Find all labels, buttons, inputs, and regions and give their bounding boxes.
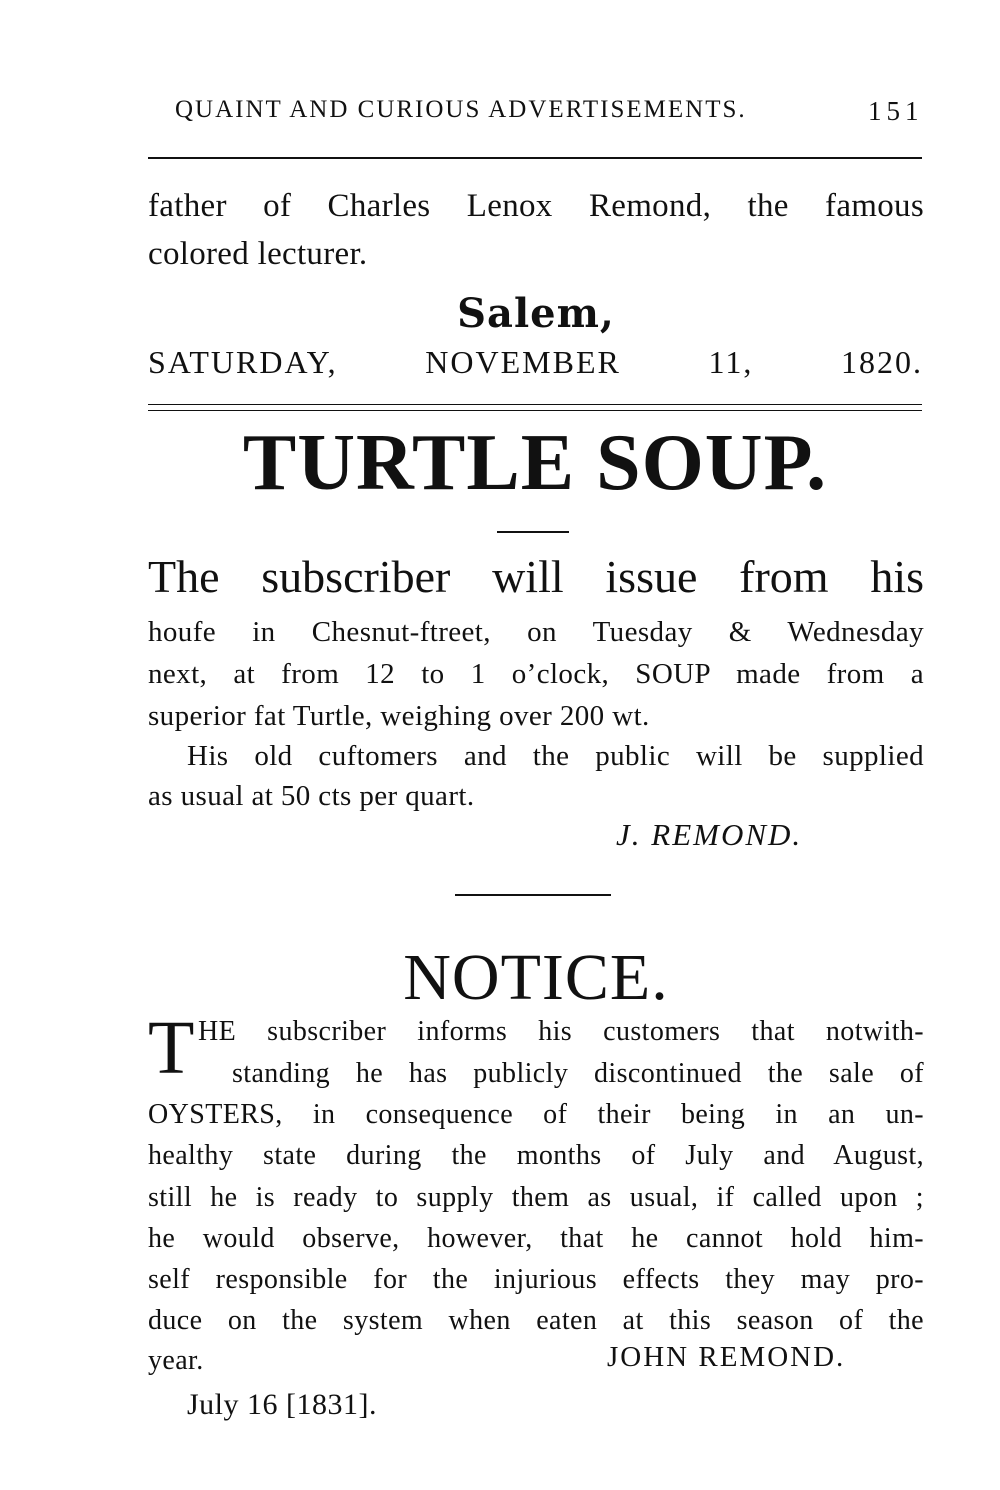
turtle-headline: TURTLE SOUP. — [242, 419, 828, 507]
notice-line: healthy state during the months of July and August, — [148, 1140, 924, 1171]
double-rule-bottom — [148, 410, 922, 411]
notice-signature: JOHN REMOND. — [607, 1341, 846, 1373]
turtle-line: next, at from 12 to 1 o’clock, SOUP made from a — [148, 658, 924, 690]
notice-line: OYSTERS, in consequence of their being in an un- — [148, 1099, 924, 1130]
notice-line: self responsible for the injurious effects they may pro- — [148, 1264, 924, 1295]
notice-date: July 16 [1831]. — [187, 1388, 377, 1421]
turtle-signature: J. REMOND. — [616, 817, 803, 852]
notice-line: HE subscriber informs his customers that notwith- — [198, 1016, 924, 1047]
turtle-line: His old cuftomers and the public will be supplied — [187, 740, 924, 772]
intro-line: colored lecturer. — [148, 236, 368, 272]
turtle-lead: The subscriber will issue from his — [148, 551, 924, 602]
notice-line: standing he has publicly discontinued the sale of — [232, 1058, 924, 1089]
notice-headline: NOTICE. — [403, 941, 669, 1014]
turtle-line: houfe in Chesnut-ftreet, on Tuesday & Wednesday — [148, 616, 924, 648]
turtle-line: superior fat Turtle, weighing over 200 wt. — [148, 700, 650, 732]
double-rule-top — [148, 404, 922, 405]
notice-line: year. — [148, 1345, 204, 1376]
turtle-line: as usual at 50 cts per quart. — [148, 780, 475, 812]
notice-line: he would observe, however, that he cannot hold him- — [148, 1223, 924, 1254]
page-number: 151 — [868, 96, 924, 126]
masthead-date: SATURDAY, NOVEMBER 11, 1820. — [148, 344, 923, 380]
running-head: QUAINT AND CURIOUS ADVERTISEMENTS. — [175, 96, 747, 123]
separator-rule — [455, 894, 611, 896]
header-rule — [148, 157, 922, 159]
notice-line: duce on the system when eaten at this season of the — [148, 1305, 924, 1336]
masthead-place: Salem, — [457, 290, 615, 337]
drop-cap: T — [148, 1006, 195, 1090]
short-rule — [497, 531, 569, 533]
intro-line: father of Charles Lenox Remond, the famous — [148, 188, 924, 224]
notice-line: still he is ready to supply them as usual, if called upon ; — [148, 1182, 924, 1213]
